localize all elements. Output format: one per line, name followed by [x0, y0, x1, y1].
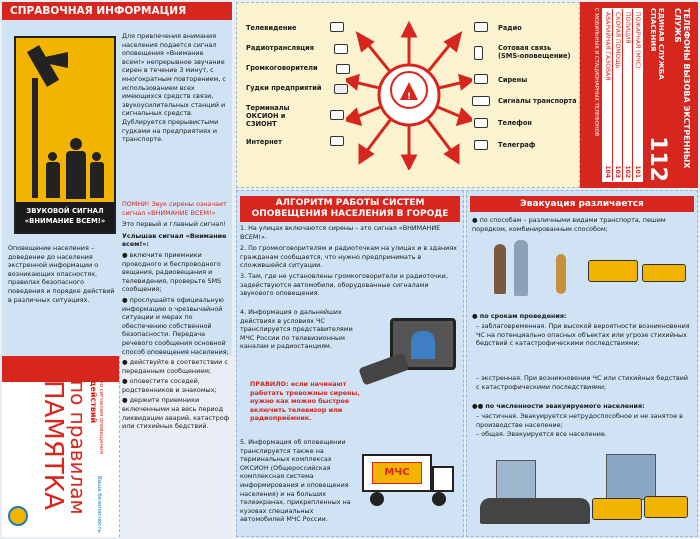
algorithm-item: 4. Информация о дальнейших действиях в условиях ЧС транслируется представителями МЧС России по телевизионным каналам и радиостанциям.	[240, 308, 353, 351]
tv-illustration	[360, 318, 460, 394]
truck-label: МЧС	[372, 462, 422, 484]
cellphone-icon	[474, 46, 483, 60]
evac-partial: – частичная. Эвакуируется нетрудоспособное и не занятое в производстве население;	[476, 412, 683, 429]
algorithm-header: АЛГОРИТМ РАБОТЫ СИСТЕМ ОПОВЕЩЕНИЯ НАСЕЛЕНИЯ В ГОРОДЕ	[240, 196, 460, 222]
phone-row: СКОРАЯ ПОМОЩЬ 103	[612, 9, 622, 181]
emblem-icon	[8, 506, 28, 526]
siren-icon	[474, 74, 488, 84]
evac-emergency: – экстренная. При возникновении ЧС или стихийных бедствий с катастрофическими последствиями;	[476, 374, 689, 391]
evac-early: – заблаговременная. При высокой вероятности возникновения ЧС на потенциально опасных объектах или угрозе стихийных бедствий с катастрофическими последствиями;	[476, 322, 690, 348]
bus-icon	[592, 498, 642, 520]
transport-icon	[472, 96, 490, 106]
comm-item: Телефон	[498, 119, 532, 127]
remember-text: ПОМНИ! Звук сирены означает сигнал «ВНИМАНИЕ ВСЕМ!»	[122, 200, 227, 217]
truck-cab	[432, 466, 454, 492]
phones-rotated	[582, 6, 694, 184]
evac-by-time: ● по срокам проведения:	[472, 312, 567, 320]
phone-row: ПОЛИЦИЯ 102	[622, 9, 632, 181]
phones-note: С МОБИЛЬНЫХ И СТАЦИОНАРНЫХ ТЕЛЕФОНОВ	[593, 8, 599, 137]
pamyatka-small: действий	[89, 380, 98, 424]
single-service-label: ЕДИНАЯ СЛУЖБА СПАСЕНИЯ	[649, 8, 666, 80]
comm-item: Громкоговорители	[246, 64, 318, 72]
comm-item: Интернет	[246, 138, 282, 146]
computer-icon	[330, 136, 344, 146]
evac-header: Эвакуация различается	[470, 196, 694, 212]
bus-icon	[644, 496, 688, 518]
evac-illustration-2	[476, 446, 692, 532]
evac-illustration-1	[480, 236, 692, 302]
sign-caption: ЗВУКОВОЙ СИГНАЛ «ВНИМАНИЕ ВСЕМ!»	[16, 202, 114, 232]
cover-red-strip	[2, 356, 120, 382]
first-signal-text: Это первый и главный сигнал!	[122, 220, 226, 229]
people-icon	[46, 138, 106, 200]
bullet-item: ● включите приемники проводного и беспроводного вещания, радиовещания и телевидения, проверьте SMS сообщения;	[122, 250, 222, 294]
wheel-icon	[370, 492, 384, 506]
phones-title: ТЕЛЕФОНЫ ВЫЗОВА ЭКСТРЕННЫХ СЛУЖБ	[673, 8, 691, 169]
algorithm-item: 1. На улицах включаются сирены – это сигнал «ВНИМАНИЕ ВСЕМ!».	[240, 224, 441, 241]
siren-sign	[14, 36, 116, 234]
rule-text: ПРАВИЛО: если начинают работать тревожные сирены, нужно как можно быстрее включить телевизор или радиоприёмник.	[250, 380, 360, 423]
comm-item: Телевидение	[246, 24, 297, 32]
algorithm-item: 5. Информация об оповещении транслируется также на терминальных комплексах ОКСИОН (Общероссийская комплексная система информирования и оповещения населения) и на больших телеэкранах, прикрепленных на кузовах специальных автомобилей МЧС России.	[240, 438, 351, 524]
single-service	[645, 6, 670, 184]
bullet-item: ● прослушайте официальную информацию о чрезвычайной ситуации и мерах по обеспечению собственной безопасности. Передача речевого сообщения основной способ оповещения населения;	[122, 295, 229, 356]
evac-by-method: ● по способам – различными видами транспорта, пешим порядком, комбинированным способом;	[472, 216, 666, 233]
evac-general: – общая. Эвакуируется все население.	[476, 430, 607, 438]
comm-item: Терминалы ОКСИОН и СЗИОНТ	[246, 104, 290, 128]
left-column-2	[122, 200, 232, 431]
comm-item: Радио	[498, 24, 522, 32]
evac-by-number: ●● по численности эвакуируемого населения:	[472, 402, 645, 410]
bullet-item: ● держите приемники включенными на весь период ликвидации аварий, катастроф или стихийных бедствий.	[122, 396, 230, 431]
comm-item: Телеграф	[498, 141, 536, 149]
hand-remote-icon	[358, 352, 409, 385]
comm-item: Сигналы транспорта	[498, 97, 577, 105]
people-walking-icon	[514, 240, 528, 296]
comm-item: Сотовая связь (SMS-оповещение)	[498, 44, 571, 60]
algorithm-item: 3. Там, где не установлены громкоговорители и радиоточки, задействуются автомобили, оборудованные сигналами звукового оповещения.	[240, 272, 448, 298]
phone-row: АВАРИЙНАЯ ГАЗОВАЯ 104	[604, 12, 611, 178]
bullet-item: ● оповестите соседей, родственников и знакомых;	[122, 377, 217, 394]
pamyatka-cover	[2, 356, 120, 537]
truck-body	[362, 454, 432, 492]
telephone-icon	[474, 118, 488, 128]
radio-icon	[474, 22, 488, 32]
single-service-number: 112	[645, 136, 670, 182]
algorithm-item: 2. По громкоговорителям и радиоточкам на улицах и в зданиях гражданам сообщается, что нужно предпринимать в сложившейся ситуации.	[240, 244, 457, 270]
mchs-truck	[362, 454, 458, 510]
people-walking-icon	[494, 244, 506, 294]
phone-row: ПОЖАРНАЯ (МЧС) 101	[632, 9, 642, 181]
intro-text: Для привлечения внимания населения подается сигнал оповещения «Внимание всем!» непрерывное звучание сирен в течение 3 минут, с многократным повторением, с использованием всех имеющихся средств связи, звукоусилительных станций и сигнальных средств. Дублируется прерывистыми гудками на предприятиях и транспорте.	[122, 32, 226, 144]
definition-text: Оповещение населения – доведение до населения экстренной информации о возникающих опасностях, правилах безопасного поведения и порядке действий в различных ситуациях.	[8, 244, 115, 304]
wheel-icon	[432, 492, 446, 506]
phone-rows	[602, 8, 643, 182]
heard-text: Услышав сигнал «Внимание всем!»:	[122, 231, 227, 249]
building-icon	[606, 454, 656, 500]
pole	[32, 78, 38, 198]
pamyatka-sub: по правилам	[66, 380, 90, 515]
building-icon	[496, 460, 536, 500]
tv-icon	[330, 22, 344, 32]
info-header: СПРАВОЧНАЯ ИНФОРМАЦИЯ	[2, 2, 232, 20]
people-walking-icon	[556, 254, 566, 294]
safety-text: Ваша безопасность	[96, 476, 102, 533]
terminal-icon	[330, 110, 344, 120]
pamyatka-title: ПАМЯТКА	[38, 380, 68, 510]
comm-item: Гудки предприятий	[246, 84, 322, 92]
alarm-hub	[346, 20, 472, 170]
crowd-icon	[480, 498, 590, 524]
pamyatka-tiny: по сигналам оповещения	[98, 380, 104, 454]
bus-icon	[588, 260, 638, 282]
comm-item: Радиотрансляция	[246, 44, 315, 52]
comm-item: Сирены	[498, 76, 528, 84]
telegraph-icon	[474, 140, 488, 150]
bus-icon	[642, 264, 686, 282]
svg-text:!: !	[406, 92, 412, 102]
bullet-item: ● действуйте в соответствии с переданным сообщением;	[122, 358, 228, 375]
